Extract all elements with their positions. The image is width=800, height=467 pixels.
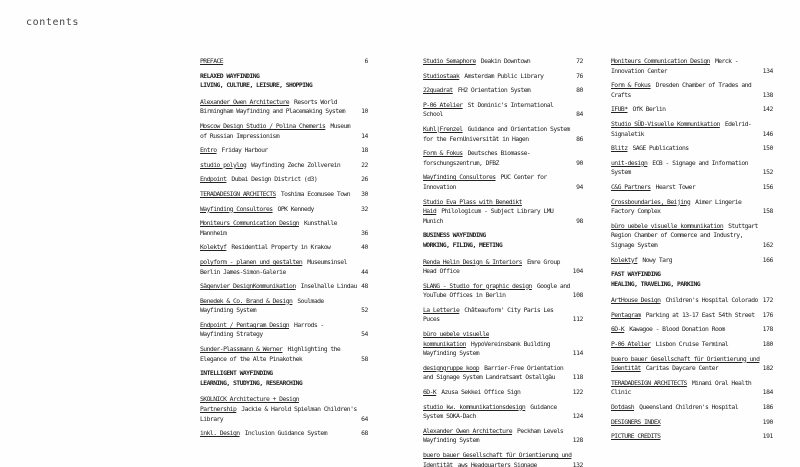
toc-entry-text bbox=[200, 205, 368, 215]
toc-entry bbox=[611, 296, 773, 306]
toc-entry bbox=[611, 222, 773, 251]
toc-entry bbox=[423, 403, 583, 422]
toc-entry-studio: Renda Helin Design & Interiors bbox=[423, 257, 522, 266]
toc-section-heading bbox=[423, 231, 583, 250]
section-heading-line2: LEARNING, STUDYING, RESEARCHING bbox=[200, 378, 303, 387]
toc-entry-page: 108 bbox=[572, 291, 583, 300]
toc-entry bbox=[200, 98, 368, 117]
toc-entry-studio: DESIGNERS INDEX bbox=[611, 417, 661, 426]
toc-entry-page: 182 bbox=[762, 364, 773, 373]
toc-entry-page: 124 bbox=[572, 412, 583, 421]
toc-entry-studio: büro uebele visuelle kommunikation bbox=[423, 330, 489, 348]
toc-entry bbox=[611, 198, 773, 217]
toc-entry-work: Caritas Daycare Center bbox=[645, 364, 719, 373]
toc-entry bbox=[423, 149, 583, 168]
toc-entry-studio: unit-design bbox=[611, 158, 648, 167]
toc-entry-page: 184 bbox=[762, 388, 773, 397]
toc-entry-text bbox=[423, 330, 583, 359]
toc-entry-work: PUC Center for Innovation bbox=[423, 173, 547, 191]
toc-entry-studio: Crossboundaries, Beijing bbox=[611, 197, 691, 206]
toc-entry-work: Highlighting the Elegance of the Alte Pinakothek bbox=[200, 345, 341, 363]
toc-entry-page: 191 bbox=[762, 432, 773, 441]
toc-entry bbox=[423, 57, 583, 67]
toc-entry-page: 30 bbox=[361, 189, 368, 198]
toc-entry-studio: IFUB* bbox=[611, 105, 628, 114]
toc-entry-page: 90 bbox=[576, 158, 583, 167]
toc-entry-text bbox=[200, 297, 368, 316]
toc-entry-studio: C&G Partners bbox=[611, 182, 651, 191]
toc-entry-studio: polyform - planen und gestalten bbox=[200, 257, 303, 266]
toc-entry-page: 152 bbox=[762, 168, 773, 177]
toc-entry-studio: Dotdash bbox=[611, 403, 635, 412]
toc-entry-work: Nowy Targ bbox=[642, 255, 673, 264]
toc-entry-work: Merck - Innovation Center bbox=[611, 57, 739, 75]
section-heading-line1: BUSINESS WAYFINDING bbox=[423, 231, 486, 240]
section-heading-line2: LIVING, CULTURE, LEISURE, SHOPPING bbox=[200, 81, 313, 90]
toc-entry-text bbox=[611, 432, 773, 442]
toc-entry-text bbox=[200, 395, 368, 424]
toc-entry-studio: Form & Fokus bbox=[423, 149, 463, 158]
toc-entry-work: Kawagoe - Blood Donation Room bbox=[629, 325, 725, 334]
toc-entry-work: St Dominic's International School bbox=[423, 100, 554, 119]
toc-entry-work: Jackie & Harold Spielman Children's Library bbox=[200, 405, 357, 423]
section-heading-line2: WORKING, FILING, MEETING bbox=[423, 240, 503, 249]
toc-entry-page: 76 bbox=[576, 71, 583, 80]
toc-entry-page: 84 bbox=[576, 110, 583, 119]
toc-entry-text bbox=[423, 198, 583, 227]
toc-entry-studio: Studio Eva Plass with Benedikt Haid bbox=[423, 197, 522, 216]
toc-entry-studio: inkl. Design bbox=[200, 429, 240, 438]
toc-entry-studio: Sägenvier DesignKommunikation bbox=[200, 282, 296, 291]
toc-entry bbox=[423, 86, 583, 96]
toc-entry-text bbox=[611, 144, 773, 154]
toc-entry bbox=[611, 325, 773, 335]
toc-entry bbox=[200, 122, 368, 141]
toc-entry-studio: designgruppe koop bbox=[423, 363, 480, 372]
toc-entry-work: Inselhalle Lindau bbox=[300, 282, 357, 291]
toc-entry-studio: TERADADESIGN ARCHITECTS bbox=[200, 189, 276, 198]
toc-entry bbox=[200, 297, 368, 316]
toc-entry-studio: studio polylog bbox=[200, 160, 247, 169]
toc-entry-page: 142 bbox=[762, 105, 773, 114]
toc-entry-studio: Form & Fokus bbox=[611, 81, 651, 90]
toc-entry-text bbox=[423, 72, 583, 82]
page-title: contents bbox=[26, 17, 79, 28]
toc-entry-page: 52 bbox=[361, 306, 368, 315]
toc-entry-text bbox=[611, 120, 773, 139]
toc-entry-text bbox=[611, 105, 773, 115]
toc-entry-studio: buero bauer Gesellschaft für Orientierung und Identität bbox=[423, 451, 572, 467]
toc-column-3 bbox=[611, 57, 773, 447]
toc-entry-work: Museumsinsel Berlin James-Simon-Galerie bbox=[200, 257, 347, 276]
toc-entry-work: Dubai Design District (d3) bbox=[231, 175, 318, 184]
toc-entry bbox=[423, 388, 583, 398]
toc-entry-work: Parking at 13-17 East 54th Street bbox=[645, 310, 755, 319]
toc-entry-text bbox=[423, 388, 583, 398]
toc-column-2 bbox=[423, 57, 583, 467]
toc-entry-page: 86 bbox=[576, 134, 583, 143]
toc-entry-studio: SKOLNICK Architecture + Design Partnership bbox=[200, 395, 299, 414]
toc-entry bbox=[611, 418, 773, 428]
toc-entry-work: Google and YouTube Offices in Berlin bbox=[423, 281, 570, 300]
toc-entry-work: Lisbon Cruise Terminal bbox=[655, 340, 729, 349]
toc-entry-work: Deutsches Biomasse-forschungszentrum, DFBZ bbox=[423, 149, 531, 167]
toc-entry-page: 134 bbox=[762, 66, 773, 75]
toc-entry-text bbox=[200, 243, 368, 253]
toc-entry-studio: P-06 Atelier bbox=[611, 340, 651, 349]
toc-entry-text bbox=[611, 57, 773, 76]
toc-entry bbox=[200, 243, 368, 253]
toc-entry-work: OPK Kennedy bbox=[277, 204, 314, 213]
toc-entry-text bbox=[611, 340, 773, 350]
toc-entry-text bbox=[423, 86, 583, 96]
toc-entry-work: Minami Oral Health Clinic bbox=[611, 378, 752, 397]
toc-entry bbox=[611, 340, 773, 350]
toc-entry bbox=[200, 57, 368, 67]
toc-entry-studio: Sunder-Plassmann & Werner bbox=[200, 345, 283, 354]
toc-entry-page: 40 bbox=[361, 243, 368, 252]
toc-entry-work: FH2 Orientation System bbox=[457, 86, 531, 95]
toc-entry-work: aws Headquarters Signage bbox=[457, 460, 537, 467]
toc-entry-studio: Studio Semaphore bbox=[423, 57, 476, 65]
toc-entry bbox=[611, 57, 773, 76]
toc-entry-work: Guidance System SOKA-Dach bbox=[423, 402, 557, 421]
toc-entry-page: 172 bbox=[762, 296, 773, 305]
toc-entry-text bbox=[423, 101, 583, 120]
toc-entry-text bbox=[200, 258, 368, 277]
toc-entry-work: Residential Property in Krakow bbox=[231, 243, 331, 252]
toc-entry-work: Wayfinding Zeche Zollverein bbox=[251, 160, 341, 169]
toc-entry-studio: ArtHouse Design bbox=[611, 296, 661, 305]
toc-entry-studio: buero bauer Gesellschaft für Orientierung und Identität bbox=[611, 354, 760, 373]
toc-entry-text bbox=[200, 122, 368, 141]
toc-entry bbox=[200, 190, 368, 200]
toc-entry-studio: Kuhl|Frenzel bbox=[423, 124, 463, 133]
toc-entry bbox=[611, 183, 773, 193]
toc-entry-studio: 6D-K bbox=[611, 325, 625, 334]
toc-entry-work: Philologicum - Subject Library LMU Munich bbox=[423, 207, 554, 225]
toc-entry-page: 146 bbox=[762, 129, 773, 138]
toc-entry-studio: PICTURE CREDITS bbox=[611, 432, 661, 441]
toc-entry-page: 114 bbox=[572, 349, 583, 358]
toc-entry-page: 190 bbox=[762, 417, 773, 426]
toc-entry-studio: TERADADESIGN ARCHITECTS bbox=[611, 378, 687, 387]
toc-entry-studio: studio kw. kommunikationsdesign bbox=[423, 402, 526, 411]
toc-entry-text bbox=[200, 98, 368, 117]
toc-entry-work: Deakin Downtown bbox=[480, 57, 531, 65]
toc-entry-text bbox=[200, 345, 368, 364]
toc-entry-work: Toshima Ecomusee Town bbox=[280, 189, 351, 198]
toc-entry-page: 132 bbox=[572, 460, 583, 467]
toc-entry-page: 18 bbox=[361, 146, 368, 155]
toc-entry bbox=[611, 159, 773, 178]
toc-entry bbox=[423, 173, 583, 192]
toc-entry bbox=[423, 125, 583, 144]
toc-entry bbox=[423, 258, 583, 277]
toc-entry-page: 72 bbox=[576, 57, 583, 65]
toc-entry-text bbox=[423, 258, 583, 277]
toc-entry-studio: Blitz bbox=[611, 144, 628, 153]
toc-entry-page: 158 bbox=[762, 207, 773, 216]
toc-entry-page: 80 bbox=[576, 86, 583, 95]
toc-entry-studio: La Letterie bbox=[423, 305, 460, 314]
toc-entry-work: Stuttgart Region Chamber of Commerce and Industry, Signage System bbox=[611, 221, 758, 249]
toc-entry-text bbox=[423, 125, 583, 144]
toc-entry-work: Emre Group Head Office bbox=[423, 257, 560, 276]
toc-entry-text bbox=[611, 222, 773, 251]
toc-entry-work: OfK Berlin bbox=[632, 105, 666, 114]
toc-section-heading bbox=[611, 270, 773, 289]
toc-entry-work: Amsterdam Public Library bbox=[464, 71, 544, 80]
toc-entry bbox=[611, 311, 773, 321]
toc-entry-page: 104 bbox=[572, 267, 583, 276]
toc-entry-work: Kunsthalle Mannheim bbox=[200, 219, 337, 237]
toc-entry-studio: Benedek & Co. Brand & Design bbox=[200, 296, 293, 305]
toc-entry-text bbox=[200, 219, 368, 238]
toc-entry-text bbox=[423, 57, 583, 67]
toc-entry-studio: P-06 Atelier bbox=[423, 100, 463, 109]
toc-entry-studio: PREFACE bbox=[200, 57, 224, 65]
toc-entry-page: 180 bbox=[762, 340, 773, 349]
toc-entry-studio: Moniteurs Communication Design bbox=[200, 219, 299, 228]
toc-entry-text bbox=[611, 379, 773, 398]
section-heading-line1: INTELLIGENT WAYFINDING bbox=[200, 369, 273, 378]
toc-entry bbox=[611, 81, 773, 100]
toc-entry-page: 176 bbox=[762, 310, 773, 319]
toc-entry-page: 118 bbox=[572, 373, 583, 382]
toc-entry-text bbox=[611, 159, 773, 178]
toc-entry-text bbox=[423, 403, 583, 422]
toc-entry bbox=[611, 144, 773, 154]
toc-entry-page: 186 bbox=[762, 403, 773, 412]
toc-entry-studio: Studio SÜD-Visuelle Kommunikation bbox=[611, 119, 720, 128]
toc-entry-studio: Entro bbox=[200, 146, 217, 155]
section-heading-line2: HEALING, TRAVELING, PARKING bbox=[611, 279, 701, 288]
toc-entry-studio: büro uebele visuelle kommunikation bbox=[611, 221, 724, 230]
toc-entry-text bbox=[611, 256, 773, 266]
toc-entry-text bbox=[200, 429, 368, 439]
toc-entry-page: 22 bbox=[361, 160, 368, 169]
toc-entry-page: 14 bbox=[361, 131, 368, 140]
toc-entry-page: 138 bbox=[762, 90, 773, 99]
toc-entry-work: HypoVereinsbank Building Wayfinding System bbox=[423, 339, 551, 358]
toc-entry-work: Edelrid-Signaletik bbox=[611, 119, 752, 138]
toc-entry-text bbox=[611, 183, 773, 193]
toc-entry-studio: Wayfinding Consultores bbox=[200, 204, 273, 213]
toc-column-1 bbox=[200, 57, 368, 444]
toc-entry-text bbox=[200, 321, 368, 340]
toc-entry bbox=[200, 161, 368, 171]
toc-entry bbox=[611, 120, 773, 139]
toc-entry-work: Children's Hospital Colorado bbox=[665, 296, 758, 305]
toc-entry bbox=[423, 101, 583, 120]
toc-entry bbox=[423, 72, 583, 82]
toc-entry-work: Harrods - Wayfinding Strategy bbox=[200, 320, 324, 339]
toc-entry-work: Inclusion Guidance System bbox=[244, 429, 328, 438]
toc-entry bbox=[423, 330, 583, 359]
toc-entry-page: 156 bbox=[762, 182, 773, 191]
toc-entry-text bbox=[200, 146, 368, 156]
toc-entry-work: Barrier-Free Orientation and Signage System Landratsamt Ostallgäu bbox=[423, 363, 564, 382]
toc-entry-text bbox=[423, 427, 583, 446]
toc-entry-page: 48 bbox=[361, 282, 368, 291]
toc-entry bbox=[200, 282, 368, 292]
section-heading-line1: RELAXED WAYFINDING bbox=[200, 71, 260, 80]
toc-entry-text bbox=[423, 173, 583, 192]
toc-entry-studio: SLANG - Studio for graphic design bbox=[423, 281, 532, 290]
toc-entry-page: 122 bbox=[572, 388, 583, 397]
section-heading-line1: FAST WAYFINDING bbox=[611, 270, 661, 279]
toc-entry-page: 98 bbox=[576, 216, 583, 225]
toc-entry-studio: Alexander Owen Architecture bbox=[200, 97, 290, 106]
toc-entry-studio: 22quadrat bbox=[423, 86, 453, 95]
toc-entry-text bbox=[611, 418, 773, 428]
toc-entry-text bbox=[423, 306, 583, 325]
toc-entry bbox=[611, 379, 773, 398]
toc-entry-work: Châteauform' City Paris Les Puces bbox=[423, 305, 554, 324]
toc-entry-text bbox=[611, 81, 773, 100]
toc-entry-page: 162 bbox=[762, 240, 773, 249]
toc-entry-studio: Endpoint / Pentagram Design bbox=[200, 320, 290, 329]
toc-entry-text bbox=[200, 161, 368, 171]
toc-entry-text bbox=[200, 190, 368, 200]
toc-entry bbox=[200, 205, 368, 215]
toc-entry-page: 178 bbox=[762, 325, 773, 334]
toc-entry-studio: Pentagram bbox=[611, 310, 641, 319]
toc-entry-page: 166 bbox=[762, 255, 773, 264]
toc-entry-page: 150 bbox=[762, 144, 773, 153]
toc-entry-page: 36 bbox=[361, 228, 368, 237]
toc-entry-page: 112 bbox=[572, 315, 583, 324]
toc-entry bbox=[423, 451, 583, 467]
toc-entry-work: ECB - Signage and Information System bbox=[611, 158, 748, 177]
toc-entry bbox=[200, 321, 368, 340]
toc-entry-text bbox=[611, 403, 773, 413]
toc-entry-page: 44 bbox=[361, 267, 368, 276]
toc-entry bbox=[611, 355, 773, 374]
toc-entry-studio: Studiostaak bbox=[423, 71, 460, 80]
toc-entry-studio: Kolektyf bbox=[200, 243, 227, 252]
toc-entry-text bbox=[423, 282, 583, 301]
toc-entry-text bbox=[423, 149, 583, 168]
toc-entry-page: 128 bbox=[572, 436, 583, 445]
toc-entry-page: 32 bbox=[361, 204, 368, 213]
toc-entry-work: Friday Harbour bbox=[221, 146, 268, 155]
toc-entry-page: 26 bbox=[361, 175, 368, 184]
toc-entry-work: Peckham Levels Wayfinding System bbox=[423, 426, 564, 445]
toc-section-heading bbox=[200, 72, 368, 91]
toc-entry bbox=[200, 395, 368, 424]
toc-entry-text bbox=[200, 57, 368, 67]
toc-entry bbox=[611, 432, 773, 442]
toc-entry-page: 6 bbox=[364, 57, 368, 65]
toc-entry-text bbox=[611, 311, 773, 321]
toc-entry bbox=[200, 146, 368, 156]
toc-entry-page: 68 bbox=[361, 429, 368, 438]
toc-entry-text bbox=[200, 282, 368, 292]
toc-entry-page: 10 bbox=[361, 107, 368, 116]
toc-entry-page: 64 bbox=[361, 414, 368, 423]
toc-section-heading bbox=[200, 369, 368, 388]
toc-entry-work: Dresden Chamber of Trades and Crafts bbox=[611, 81, 752, 99]
toc-entry-text bbox=[200, 175, 368, 185]
toc-entry-work: Azusa Sekkei Office Sign bbox=[441, 388, 521, 397]
toc-entry bbox=[611, 403, 773, 413]
toc-entry-text bbox=[611, 198, 773, 217]
toc-entry-work: Queensland Children's Hospital bbox=[639, 403, 739, 412]
toc-entry-work: Hearst Tower bbox=[655, 182, 696, 191]
toc-entry-studio: Alexander Owen Architecture bbox=[423, 426, 513, 435]
toc-entry-page: 58 bbox=[361, 354, 368, 363]
toc-entry-studio: Wayfinding Consultores bbox=[423, 173, 496, 182]
toc-entry-text bbox=[611, 296, 773, 306]
toc-entry-work: Resorts World Birmingham Wayfinding and Placemaking System bbox=[200, 97, 346, 116]
toc-entry-work: Soulmade Wayfinding System bbox=[200, 296, 324, 315]
toc-entry-text bbox=[423, 451, 583, 467]
toc-entry-work: Aimer Lingerie Factory Complex bbox=[611, 197, 742, 216]
toc-entry-work: Museum of Russian Impressionism bbox=[200, 121, 351, 140]
toc-entry bbox=[200, 219, 368, 238]
toc-entry-text bbox=[423, 364, 583, 383]
toc-entry bbox=[611, 256, 773, 266]
toc-entry bbox=[200, 258, 368, 277]
toc-entry-page: 54 bbox=[361, 330, 368, 339]
toc-entry-work: SAGE Publications bbox=[632, 144, 689, 153]
toc-entry-work: Guidance and Orientation System for the FernUniversität in Hagen bbox=[423, 124, 570, 143]
toc-entry-studio: Endpoint bbox=[200, 175, 227, 184]
toc-entry bbox=[423, 364, 583, 383]
toc-entry-studio: Kolektyf bbox=[611, 255, 638, 264]
toc-entry-page: 94 bbox=[576, 182, 583, 191]
toc-entry bbox=[423, 198, 583, 227]
toc-entry bbox=[423, 427, 583, 446]
toc-entry bbox=[611, 105, 773, 115]
toc-entry bbox=[200, 429, 368, 439]
toc-entry bbox=[200, 175, 368, 185]
toc-entry bbox=[200, 345, 368, 364]
toc-entry-text bbox=[611, 325, 773, 335]
toc-entry-studio: Moniteurs Communication Design bbox=[611, 57, 710, 65]
toc-entry-studio: Moscow Design Studio / Polina Chemeris bbox=[200, 121, 326, 130]
toc-entry bbox=[423, 306, 583, 325]
toc-entry bbox=[423, 282, 583, 301]
toc-entry-studio: 6D-K bbox=[423, 388, 437, 397]
toc-entry-text bbox=[611, 355, 773, 374]
